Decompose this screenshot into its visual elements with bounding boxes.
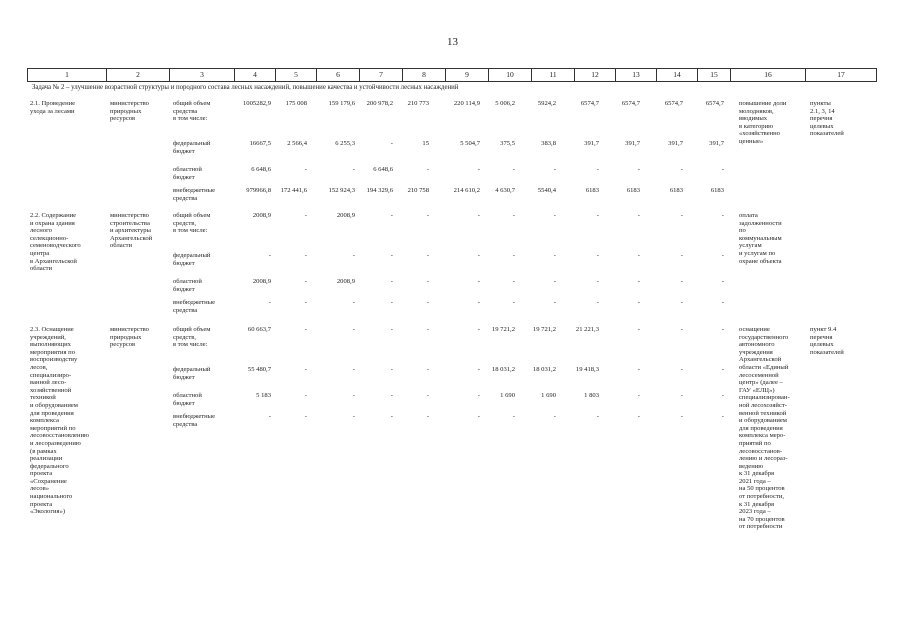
funding-value: - xyxy=(352,413,355,420)
funding-value: - xyxy=(426,166,429,173)
funding-value: 1 803 xyxy=(584,392,599,399)
funding-value: - xyxy=(304,166,307,173)
funding-value: - xyxy=(637,326,640,333)
funding-value: - xyxy=(477,326,480,333)
funding-source: общий объем средств, в том числе: xyxy=(173,212,211,235)
funding-value: 383,8 xyxy=(541,140,556,147)
funding-value: - xyxy=(352,166,355,173)
funding-value: 5 504,7 xyxy=(460,140,480,147)
funding-value: - xyxy=(390,278,393,285)
header-col-4: 4 xyxy=(235,69,276,81)
funding-value: 60 663,7 xyxy=(247,326,271,333)
funding-value: 1005282,9 xyxy=(242,100,271,107)
funding-value: 391,7 xyxy=(584,140,599,147)
funding-value: - xyxy=(680,166,683,173)
funding-value: - xyxy=(721,252,724,259)
header-col-9: 9 xyxy=(446,69,489,81)
funding-value: 18 031,2 xyxy=(491,366,515,373)
funding-value: 220 114,9 xyxy=(453,100,480,107)
funding-value: - xyxy=(426,326,429,333)
executor: министерство природных ресурсов xyxy=(110,100,149,123)
funding-source: областной бюджет xyxy=(173,166,202,181)
funding-value: 6 648,6 xyxy=(373,166,393,173)
funding-value: - xyxy=(596,252,599,259)
funding-value: - xyxy=(304,278,307,285)
funding-value: - xyxy=(553,413,556,420)
funding-value: - xyxy=(721,366,724,373)
funding-value: - xyxy=(477,299,480,306)
funding-value: 200 978,2 xyxy=(366,100,393,107)
funding-value: - xyxy=(596,278,599,285)
funding-value: 2008,9 xyxy=(336,278,355,285)
funding-value: 6 255,3 xyxy=(335,140,355,147)
header-col-1: 1 xyxy=(28,69,107,81)
funding-value: 19 721,2 xyxy=(491,326,515,333)
expected-result: оснащение государственного автономного учреждения Архангельской области «Единый лесосеменной центр» (далее – ГАУ «ЕЛЦ») специализирован- ной лесохозяйст- венной техникой и оборудованием для проведения комплекса меро- приятий по лесовосстанов- лению и лесораз- ведению к 31 декабря 2021 года – на 50 процентов от потребности, к 31 декабря 2023 года – на 70 процентов от потребности xyxy=(739,326,790,531)
funding-value: - xyxy=(512,299,515,306)
funding-value: - xyxy=(352,366,355,373)
header-col-17: 17 xyxy=(837,70,845,79)
funding-value: 6183 xyxy=(585,187,599,194)
funding-value: - xyxy=(721,413,724,420)
funding-value: 16667,5 xyxy=(249,140,271,147)
funding-value: - xyxy=(721,392,724,399)
funding-value: - xyxy=(352,392,355,399)
header-col-8: 8 xyxy=(403,69,446,81)
funding-value: - xyxy=(477,392,480,399)
funding-value: - xyxy=(426,413,429,420)
funding-source: федеральный бюджет xyxy=(173,252,211,267)
funding-source: внебюджетные средства xyxy=(173,413,216,428)
funding-value: - xyxy=(553,278,556,285)
funding-value: - xyxy=(477,366,480,373)
header-col-12: 12 xyxy=(575,69,616,81)
funding-value: - xyxy=(637,166,640,173)
funding-value: 5 006,2 xyxy=(495,100,515,107)
funding-value: 2008,9 xyxy=(252,278,271,285)
funding-value: - xyxy=(304,212,307,219)
funding-value: 55 480,7 xyxy=(247,366,271,373)
funding-value: - xyxy=(680,366,683,373)
funding-value: - xyxy=(680,252,683,259)
funding-value: 6183 xyxy=(626,187,640,194)
funding-source: общий объем средства в том числе: xyxy=(173,100,211,123)
task-heading: Задача № 2 – улучшение возрастной структуры и породного состава лесных насаждений, повышение качества и устойчивости лесных насаждений xyxy=(32,84,459,91)
funding-value: 6 648,6 xyxy=(251,166,271,173)
header-col-14: 14 xyxy=(657,69,698,81)
target-indicator-ref: пункты 2.1, 3, 14 перечня целевых показателей xyxy=(810,100,844,138)
funding-value: 21 221,3 xyxy=(575,326,599,333)
funding-value: - xyxy=(268,413,271,420)
funding-value: - xyxy=(390,299,393,306)
funding-value: 979966,8 xyxy=(246,187,271,194)
funding-value: 2008,9 xyxy=(336,212,355,219)
funding-source: федеральный бюджет xyxy=(173,366,211,381)
funding-value: - xyxy=(390,212,393,219)
funding-value: - xyxy=(680,413,683,420)
funding-value: - xyxy=(721,326,724,333)
funding-value: - xyxy=(553,299,556,306)
header-col-7: 7 xyxy=(360,69,403,81)
funding-value: - xyxy=(477,413,480,420)
funding-value: - xyxy=(721,212,724,219)
executor: министерство строительства и архитектуры Архангельской области xyxy=(110,212,153,250)
funding-value: 15 xyxy=(422,140,429,147)
funding-source: внебюджетные средства xyxy=(173,187,216,202)
funding-value: 5 183 xyxy=(256,392,271,399)
funding-value: - xyxy=(390,366,393,373)
funding-value: - xyxy=(637,299,640,306)
funding-value: 175 008 xyxy=(285,100,307,107)
header-col-2: 2 xyxy=(107,69,170,81)
expected-result: оплата задолженности по коммунальным услугам и услугам по охране объекта xyxy=(739,212,782,265)
funding-value: 172 441,6 xyxy=(280,187,307,194)
funding-value: - xyxy=(680,212,683,219)
funding-value: - xyxy=(304,413,307,420)
funding-value: - xyxy=(304,392,307,399)
funding-value: - xyxy=(512,252,515,259)
funding-value: - xyxy=(553,166,556,173)
funding-value: - xyxy=(390,413,393,420)
funding-value: 391,7 xyxy=(709,140,724,147)
funding-value: - xyxy=(637,212,640,219)
funding-source: областной бюджет xyxy=(173,278,202,293)
activity-title: 2.1. Проведение ухода за лесами xyxy=(30,100,76,115)
funding-value: - xyxy=(721,166,724,173)
target-indicator-ref: пункт 9.4 перечня целевых показателей xyxy=(810,326,844,356)
funding-value: 2 566,4 xyxy=(287,140,307,147)
activity-title: 2.2. Содержание и охрана здания лесного селекционно- семеноводческого центра в Архангельской области xyxy=(30,212,81,273)
funding-source: областной бюджет xyxy=(173,392,202,407)
funding-value: - xyxy=(637,278,640,285)
funding-value: - xyxy=(477,212,480,219)
funding-value: - xyxy=(390,140,393,147)
funding-value: - xyxy=(352,252,355,259)
funding-source: внебюджетные средства xyxy=(173,299,216,314)
funding-value: - xyxy=(637,392,640,399)
funding-value: 152 924,3 xyxy=(328,187,355,194)
header-col-5: 5 xyxy=(276,69,317,81)
funding-value: 210 758 xyxy=(407,187,429,194)
funding-value: 391,7 xyxy=(668,140,683,147)
funding-value: - xyxy=(352,299,355,306)
funding-value: 1 690 xyxy=(541,392,556,399)
funding-value: - xyxy=(426,278,429,285)
funding-value: 18 031,2 xyxy=(532,366,556,373)
funding-value: - xyxy=(680,278,683,285)
funding-value: 2008,9 xyxy=(252,212,271,219)
funding-value: 159 179,6 xyxy=(328,100,355,107)
funding-value: - xyxy=(721,278,724,285)
funding-value: - xyxy=(390,392,393,399)
funding-value: - xyxy=(390,326,393,333)
funding-value: - xyxy=(477,252,480,259)
header-col-16: 16 xyxy=(731,69,806,81)
expected-result: повышение доли молодняков, вводимых в категорию «хозяйственно ценные» xyxy=(739,100,787,145)
funding-value: 6574,7 xyxy=(621,100,640,107)
funding-value: 391,7 xyxy=(625,140,640,147)
funding-value: 5540,4 xyxy=(537,187,556,194)
header-col-3: 3 xyxy=(170,69,235,81)
funding-value: - xyxy=(304,299,307,306)
funding-value: 19 721,2 xyxy=(532,326,556,333)
funding-value: - xyxy=(596,413,599,420)
funding-value: - xyxy=(512,413,515,420)
funding-value: 1 690 xyxy=(500,392,515,399)
funding-value: - xyxy=(512,212,515,219)
header-col-11: 11 xyxy=(532,69,575,81)
page-number: 13 xyxy=(447,36,458,48)
funding-value: - xyxy=(352,326,355,333)
funding-value: - xyxy=(637,366,640,373)
funding-value: - xyxy=(304,366,307,373)
funding-value: - xyxy=(596,166,599,173)
funding-value: 6183 xyxy=(710,187,724,194)
funding-value: 210 773 xyxy=(407,100,429,107)
header-col-6: 6 xyxy=(317,69,360,81)
funding-value: - xyxy=(553,252,556,259)
funding-value: - xyxy=(596,212,599,219)
funding-value: - xyxy=(304,326,307,333)
funding-value: - xyxy=(304,252,307,259)
funding-source: федеральный бюджет xyxy=(173,140,211,155)
executor: министерство природных ресурсов xyxy=(110,326,149,349)
funding-value: - xyxy=(268,252,271,259)
funding-value: 6574,7 xyxy=(580,100,599,107)
funding-value: - xyxy=(426,299,429,306)
funding-value: 5924,2 xyxy=(537,100,556,107)
funding-value: 375,5 xyxy=(500,140,515,147)
funding-value: - xyxy=(512,278,515,285)
funding-value: - xyxy=(637,252,640,259)
funding-value: - xyxy=(426,366,429,373)
funding-value: 6574,7 xyxy=(664,100,683,107)
funding-source: общий объем средств, в том числе: xyxy=(173,326,211,349)
funding-value: - xyxy=(721,299,724,306)
funding-value: 4 630,7 xyxy=(495,187,515,194)
funding-value: - xyxy=(477,166,480,173)
funding-value: - xyxy=(596,299,599,306)
funding-value: - xyxy=(680,392,683,399)
funding-value: - xyxy=(477,278,480,285)
funding-value: - xyxy=(512,166,515,173)
header-col-15: 15 xyxy=(698,69,731,81)
funding-value: - xyxy=(390,252,393,259)
funding-value: - xyxy=(680,299,683,306)
funding-value: - xyxy=(426,392,429,399)
table-header-row xyxy=(27,68,877,82)
funding-value: - xyxy=(637,413,640,420)
header-col-13: 13 xyxy=(616,69,657,81)
header-col-10: 10 xyxy=(489,69,532,81)
activity-title: 2.3. Оснащение учреждений, выполняющих мероприятия по воспроизводству лесов, специализиро- ванной лесо- хозяйственной техникой и оборудованием для проведения комплекса мероприятий по лесовосстановлению и лесоразведению (в рамках реализации федерального проекта «Сохранение лесов» национального проекта «Экология») xyxy=(30,326,89,516)
funding-value: - xyxy=(426,252,429,259)
funding-value: - xyxy=(680,326,683,333)
funding-value: 214 610,2 xyxy=(453,187,480,194)
funding-value: 194 329,6 xyxy=(366,187,393,194)
funding-value: 6574,7 xyxy=(705,100,724,107)
funding-value: - xyxy=(553,212,556,219)
funding-value: 19 418,3 xyxy=(575,366,599,373)
funding-value: - xyxy=(268,299,271,306)
funding-value: - xyxy=(426,212,429,219)
funding-value: 6183 xyxy=(669,187,683,194)
